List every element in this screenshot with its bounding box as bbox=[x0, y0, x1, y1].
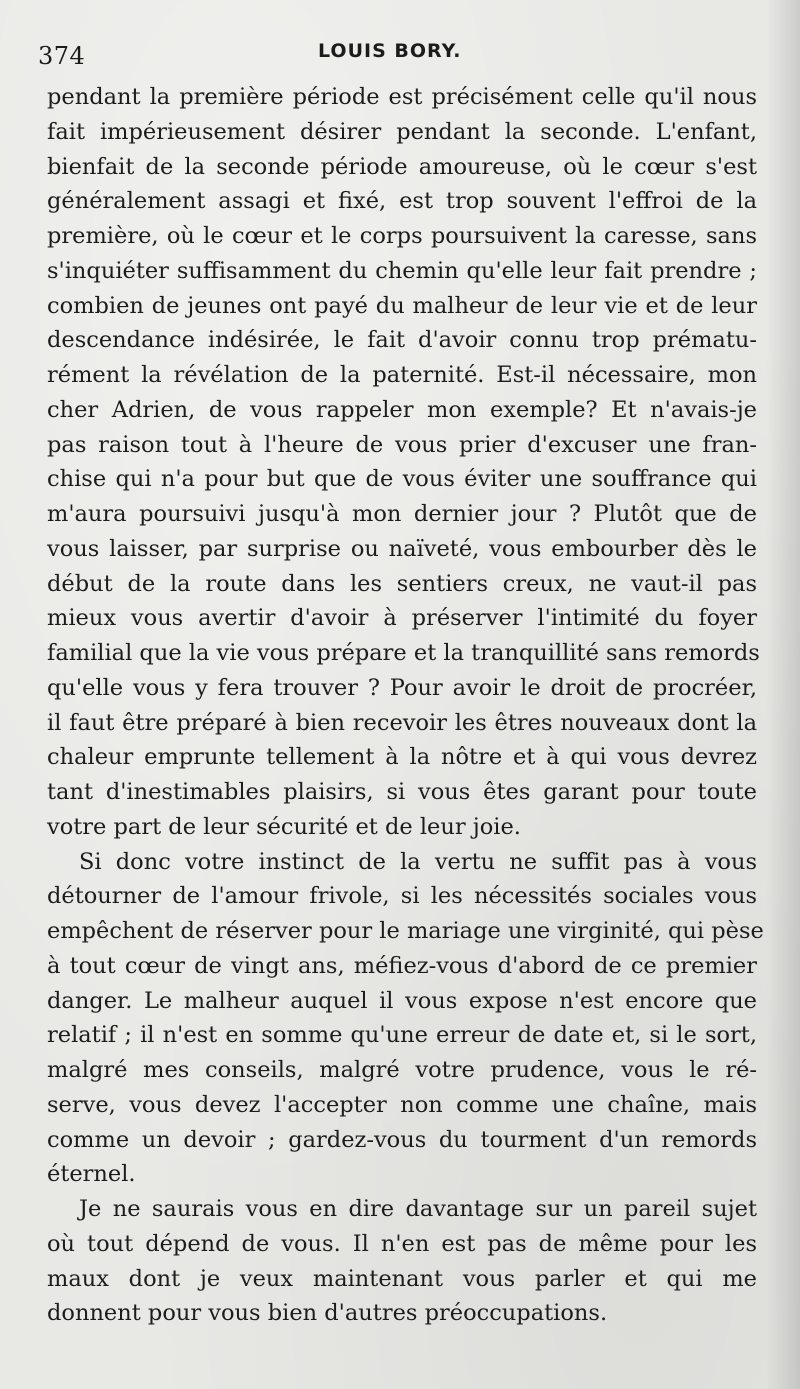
text-line: mieux vous avertir d'avoir à préserver l'intimité du foyer bbox=[47, 605, 757, 632]
text-line: pas raison tout à l'heure de vous prier d'excuser une fran- bbox=[47, 431, 757, 458]
text-line: m'aura poursuivi jusqu'à mon dernier jour ? Plutôt que de bbox=[47, 501, 757, 527]
text-line: chaleur emprunte tellement à la nôtre et à qui vous devrez bbox=[47, 744, 757, 771]
text-line: maux dont je veux maintenant vous parler et qui me bbox=[47, 1265, 757, 1292]
text-line: il faut être préparé à bien recevoir les êtres nouveaux dont la bbox=[47, 709, 757, 736]
text-line: tant d'inestimables plaisirs, si vous êtes garant pour toute bbox=[47, 779, 757, 805]
text-line: première, où le cœur et le corps poursuivent la caresse, sans bbox=[47, 223, 757, 249]
text-line: bienfait de la seconde période amoureuse, où le cœur s'est bbox=[47, 153, 757, 180]
text-line: à tout cœur de vingt ans, méfiez-vous d'abord de ce premier bbox=[47, 952, 757, 979]
text-line: danger. Le malheur auquel il vous expose n'est encore que bbox=[47, 987, 757, 1014]
text-line: Si donc votre instinct de la vertu ne suffit pas à vous bbox=[79, 848, 757, 875]
text-line: comme un devoir ; gardez-vous du tourment d'un remords bbox=[47, 1126, 757, 1153]
text-line: Je ne saurais vous en dire davantage sur un pareil sujet bbox=[79, 1196, 757, 1222]
text-line: éternel. bbox=[47, 1161, 136, 1188]
page-number: 374 bbox=[38, 42, 86, 70]
text-line: cher Adrien, de vous rappeler mon exemple? Et n'avais-je bbox=[47, 396, 757, 423]
text-line: empêchent de réserver pour le mariage une virginité, qui pèse bbox=[47, 918, 764, 944]
text-line: s'inquiéter suffisamment du chemin qu'elle leur fait prendre ; bbox=[47, 257, 757, 284]
text-line: chise qui n'a pour but que de vous éviter une souffrance qui bbox=[47, 466, 757, 493]
text-line: combien de jeunes ont payé du malheur de leur vie et de leur bbox=[47, 292, 757, 319]
text-line: descendance indésirée, le fait d'avoir connu trop prématu- bbox=[47, 327, 757, 354]
text-line: familial que la vie vous prépare et la tranquillité sans remords bbox=[47, 640, 760, 666]
text-line: vous laisser, par surprise ou naïveté, vous embourber dès le bbox=[47, 535, 757, 562]
text-line: donnent pour vous bien d'autres préoccupations. bbox=[47, 1300, 608, 1327]
text-line: détourner de l'amour frivole, si les nécessités sociales vous bbox=[47, 883, 757, 910]
text-line: généralement assagi et fixé, est trop souvent l'effroi de la bbox=[47, 188, 757, 215]
text-line: où tout dépend de vous. Il n'en est pas de même pour les bbox=[47, 1230, 757, 1257]
text-line: rément la révélation de la paternité. Est-il nécessaire, mon bbox=[47, 362, 757, 388]
running-head: LOUIS BORY. bbox=[318, 40, 462, 62]
page-edge-shadow bbox=[766, 0, 800, 1389]
text-line: pendant la première période est précisément celle qu'il nous bbox=[47, 84, 757, 110]
text-line: malgré mes conseils, malgré votre prudence, vous le ré- bbox=[47, 1057, 757, 1083]
text-line: votre part de leur sécurité et de leur joie. bbox=[47, 813, 521, 840]
text-line: qu'elle vous y fera trouver ? Pour avoir le droit de procréer, bbox=[47, 674, 757, 701]
body-text bbox=[47, 80, 764, 1331]
text-line: début de la route dans les sentiers creux, ne vaut-il pas bbox=[47, 570, 757, 597]
text-line: relatif ; il n'est en somme qu'une erreur de date et, si le sort, bbox=[47, 1022, 757, 1049]
text-line: fait impérieusement désirer pendant la seconde. L'enfant, bbox=[47, 118, 757, 145]
page-header bbox=[38, 36, 758, 76]
text-line: serve, vous devez l'accepter non comme une chaîne, mais bbox=[47, 1091, 757, 1118]
